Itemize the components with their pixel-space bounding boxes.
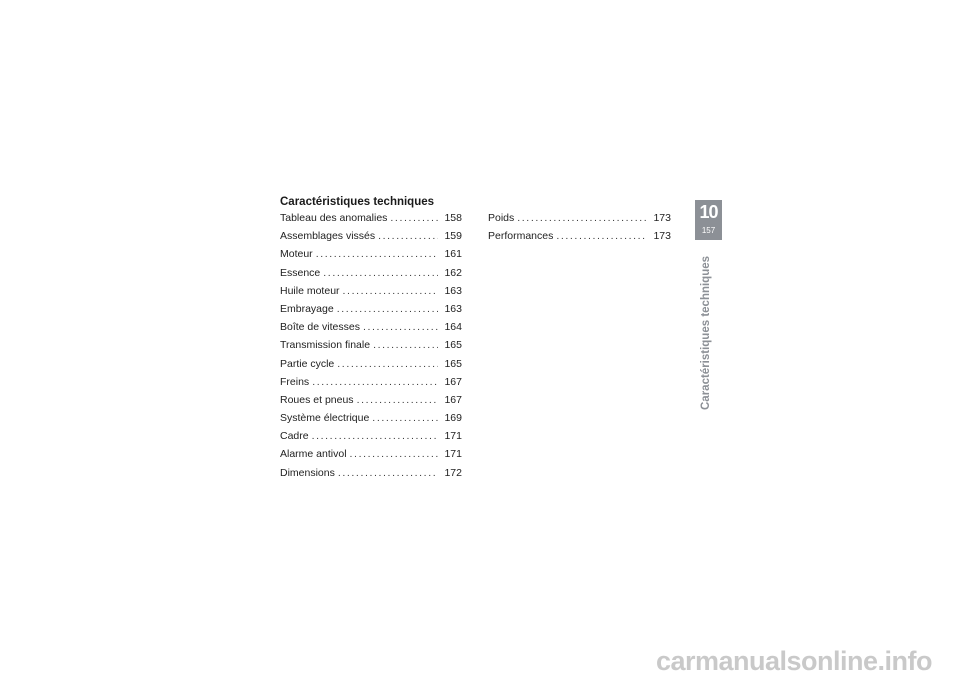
- toc-leader-dots: [378, 230, 438, 242]
- toc-item-partie-cycle[interactable]: [280, 358, 462, 376]
- toc-item-moteur[interactable]: [280, 248, 462, 266]
- toc-item-page: 164: [444, 321, 462, 334]
- toc-leader-dots: [316, 248, 438, 260]
- toc-leader-dots: [338, 467, 438, 479]
- toc-left-column: [280, 212, 462, 485]
- toc-item-label: Embrayage: [280, 302, 334, 315]
- toc-leader-dots: [357, 394, 438, 406]
- toc-item-page: 171: [444, 430, 462, 443]
- toc-leader-dots: [373, 339, 438, 351]
- toc-leader-dots: [312, 376, 438, 388]
- toc-item-boite-de-vitesses[interactable]: [280, 321, 462, 339]
- toc-item-page: 173: [653, 230, 671, 243]
- toc-item-tableau-des-anomalies[interactable]: [280, 212, 462, 230]
- toc-item-page: 169: [444, 412, 462, 425]
- toc-leader-dots: [390, 212, 438, 224]
- chapter-tab: [695, 200, 722, 240]
- toc-item-page: 163: [444, 284, 462, 297]
- toc-item-page: 173: [653, 212, 671, 224]
- toc-item-label: Performances: [488, 230, 554, 243]
- toc-item-page: 171: [444, 448, 462, 461]
- toc-item-poids[interactable]: [488, 212, 671, 230]
- toc-leader-dots: [517, 212, 647, 224]
- toc-item-assemblages-visses[interactable]: [280, 230, 462, 248]
- toc-leader-dots: [337, 303, 438, 315]
- toc-item-label: Cadre: [280, 430, 309, 443]
- toc-item-label: Assemblages vissés: [280, 230, 376, 243]
- toc-item-alarme-antivol[interactable]: [280, 448, 462, 466]
- toc-item-label: Moteur: [280, 248, 313, 261]
- toc-item-page: 162: [444, 266, 462, 279]
- toc-item-dimensions[interactable]: [280, 467, 462, 485]
- toc-item-transmission-finale[interactable]: [280, 339, 462, 357]
- toc-item-page: 158: [444, 212, 462, 224]
- toc-leader-dots: [312, 430, 438, 442]
- toc-leader-dots: [363, 321, 438, 333]
- toc-leader-dots: [343, 285, 438, 297]
- toc-item-page: 167: [444, 393, 462, 406]
- toc-item-label: Roues et pneus: [280, 393, 354, 406]
- toc-item-systeme-electrique[interactable]: [280, 412, 462, 430]
- toc-item-page: 165: [444, 339, 462, 352]
- toc-item-label: Freins: [280, 375, 310, 388]
- toc-item-essence[interactable]: [280, 267, 462, 285]
- toc-item-label: Système électrique: [280, 412, 370, 425]
- toc-leader-dots: [556, 230, 647, 242]
- toc-leader-dots: [350, 448, 438, 460]
- toc-item-label: Poids: [488, 212, 515, 224]
- toc-item-page: 163: [444, 302, 462, 315]
- toc-item-label: Boîte de vitesses: [280, 321, 360, 334]
- toc-item-cadre[interactable]: [280, 430, 462, 448]
- toc-right-column: [488, 212, 671, 248]
- toc-item-page: 161: [444, 248, 462, 261]
- toc-item-label: Dimensions: [280, 466, 335, 479]
- toc-item-label: Transmission finale: [280, 339, 371, 352]
- watermark: carmanualsonline.info: [655, 646, 932, 676]
- toc-item-label: Huile moteur: [280, 284, 340, 297]
- chapter-side-label: Caractéristiques techniques: [700, 255, 712, 410]
- page-number: 157: [701, 226, 716, 235]
- toc-item-label: Tableau des anomalies: [280, 212, 388, 224]
- toc-item-label: Essence: [280, 266, 321, 279]
- section-title: Caractéristiques techniques: [280, 196, 435, 208]
- toc-item-embrayage[interactable]: [280, 303, 462, 321]
- toc-item-page: 159: [444, 230, 462, 243]
- toc-item-page: 167: [444, 375, 462, 388]
- toc-leader-dots: [372, 412, 438, 424]
- toc-leader-dots: [337, 358, 438, 370]
- toc-item-page: 172: [444, 466, 462, 479]
- toc-item-freins[interactable]: [280, 376, 462, 394]
- toc-item-page: 165: [444, 357, 462, 370]
- toc-item-performances[interactable]: [488, 230, 671, 248]
- toc-leader-dots: [323, 267, 438, 279]
- chapter-number: 10: [699, 202, 718, 222]
- toc-item-label: Alarme antivol: [280, 448, 347, 461]
- toc-item-roues-et-pneus[interactable]: [280, 394, 462, 412]
- toc-item-label: Partie cycle: [280, 357, 335, 370]
- toc-item-huile-moteur[interactable]: [280, 285, 462, 303]
